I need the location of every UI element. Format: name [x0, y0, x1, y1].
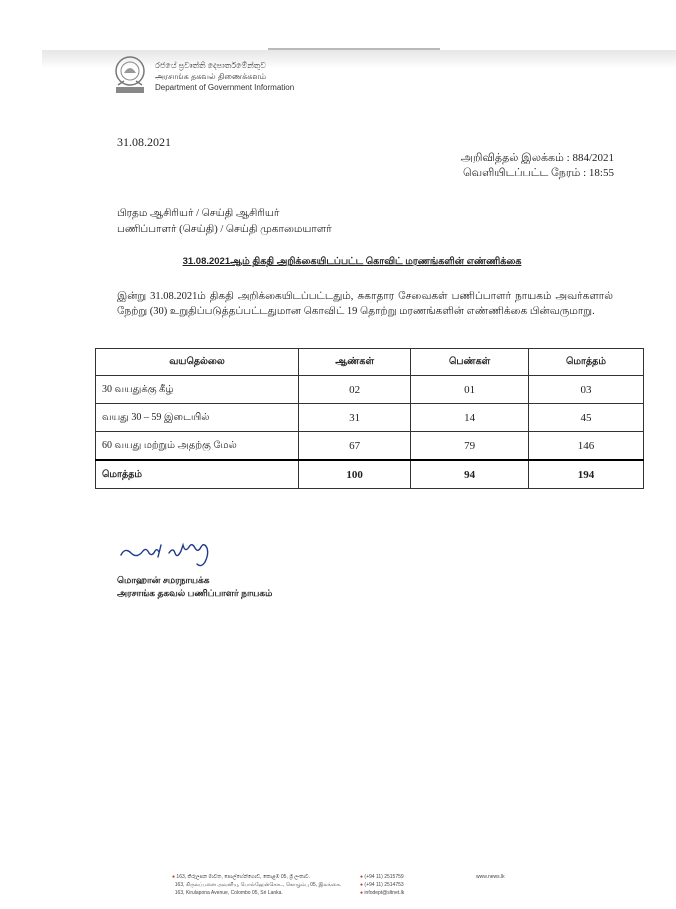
addressees — [117, 206, 332, 238]
signatory-title: அரசாங்க தகவல் பணிப்பாளர் நாயகம் — [117, 588, 273, 598]
male-total-cell: 100 — [299, 460, 411, 489]
footer-address-sinhala: 163, කිරුලපන මාවත, පොල්හේන්ගොඩ, කොළඹ 05, ශ්‍රී ලංකාව. — [176, 874, 310, 880]
table-row — [96, 432, 644, 461]
grand-total-cell: 194 — [528, 460, 643, 489]
table-row — [96, 376, 644, 404]
dept-name-tamil: அரசாங்க தகவல் திணைக்களம் — [155, 72, 267, 81]
document-heading: 31.08.2021ஆம் திகதி அறிக்கையிடப்பட்ட கொவிட் மரணங்களின் எண்ணிக்கை — [182, 256, 522, 267]
addressee-line-1: பிரதம ஆசிரியர் / செய்தி ஆசிரியர் — [117, 208, 280, 219]
dept-name-sinhala: රජයේ ප්‍රවෘත්ති දෙපාර්තමේන්තුව — [155, 61, 267, 70]
signatory-name: மொஹான் சமரநாயக்க — [117, 575, 210, 585]
notice-reference — [461, 151, 614, 181]
age-group-cell: 60 வயது மற்றும் அதற்கு மேல் — [96, 432, 299, 461]
total-count-cell: 146 — [528, 432, 643, 461]
release-time: வெளியிடப்பட்ட நேரம் : 18:55 — [463, 167, 614, 179]
female-count-cell: 01 — [411, 376, 529, 404]
state-emblem-icon — [112, 55, 148, 95]
age-group-cell: வயது 30 – 59 இடையில் — [96, 404, 299, 432]
table-row — [96, 404, 644, 432]
male-count-cell: 31 — [299, 404, 411, 432]
fax-icon: ● — [360, 882, 364, 888]
dept-name-english: Department of Government Information — [155, 83, 295, 92]
total-count-cell: 45 — [528, 404, 643, 432]
age-group-cell: 30 வயதுக்கு கீழ் — [96, 376, 299, 404]
total-count-cell: 03 — [528, 376, 643, 404]
female-count-cell: 14 — [411, 404, 529, 432]
signatory-block — [117, 574, 272, 600]
col-header-female: பெண்கள் — [411, 349, 529, 376]
female-total-cell: 94 — [411, 460, 529, 489]
handwritten-signature — [117, 541, 267, 575]
notice-number: அறிவித்தல் இலக்கம் : 884/2021 — [460, 152, 614, 164]
col-header-male: ஆண்கள் — [299, 349, 411, 376]
department-name — [155, 60, 294, 93]
footer-contacts — [360, 873, 404, 897]
deaths-table — [95, 348, 644, 489]
footer-website: www.news.lk — [476, 874, 505, 880]
addressee-line-2: பணிப்பாளர் (செய்தி) / செய்தி முகாமையாளர் — [117, 224, 332, 235]
female-count-cell: 79 — [411, 432, 529, 461]
col-header-age: வயதெல்லை — [96, 349, 299, 376]
footer-web — [476, 873, 505, 881]
table-header-row — [96, 349, 644, 376]
intro-paragraph: இன்று 31.08.2021ம் திகதி அறிக்கையிடப்பட்டதும், சுகாதார சேவைகள் பணிப்பாளர் நாயகம் அவர்களால் நேற்று (30) உறுதிப்படுத்தப்பட்டதுமான கொவிட் 19 தொற்று மரணங்களின் எண்ணிக்கை பின்வருமாறு. — [117, 291, 613, 317]
location-icon: ● — [172, 874, 176, 880]
footer-email: infodept@sltnet.lk — [364, 890, 405, 896]
email-icon: ● — [360, 890, 364, 896]
footer-telephone: (+94 11) 2515759 — [364, 874, 404, 880]
phone-icon: ● — [360, 874, 364, 880]
table-total-row — [96, 460, 644, 489]
footer-fax: (+94 11) 2514753 — [364, 882, 404, 888]
footer-address-english: 163, Kirulapona Avenue, Colombo 05, Sri Lanka. — [174, 890, 283, 896]
footer-address-tamil: 163, கிருலப்பனை அவனியு, பொல்ஹேன்கொட, கொழும்பு 05, இலங்கை. — [174, 882, 342, 888]
male-count-cell: 02 — [299, 376, 411, 404]
release-date: 31.08.2021 — [117, 135, 171, 149]
footer-address — [172, 873, 341, 897]
total-label-cell: மொத்தம் — [96, 460, 299, 489]
col-header-total: மொத்தம் — [528, 349, 643, 376]
male-count-cell: 67 — [299, 432, 411, 461]
